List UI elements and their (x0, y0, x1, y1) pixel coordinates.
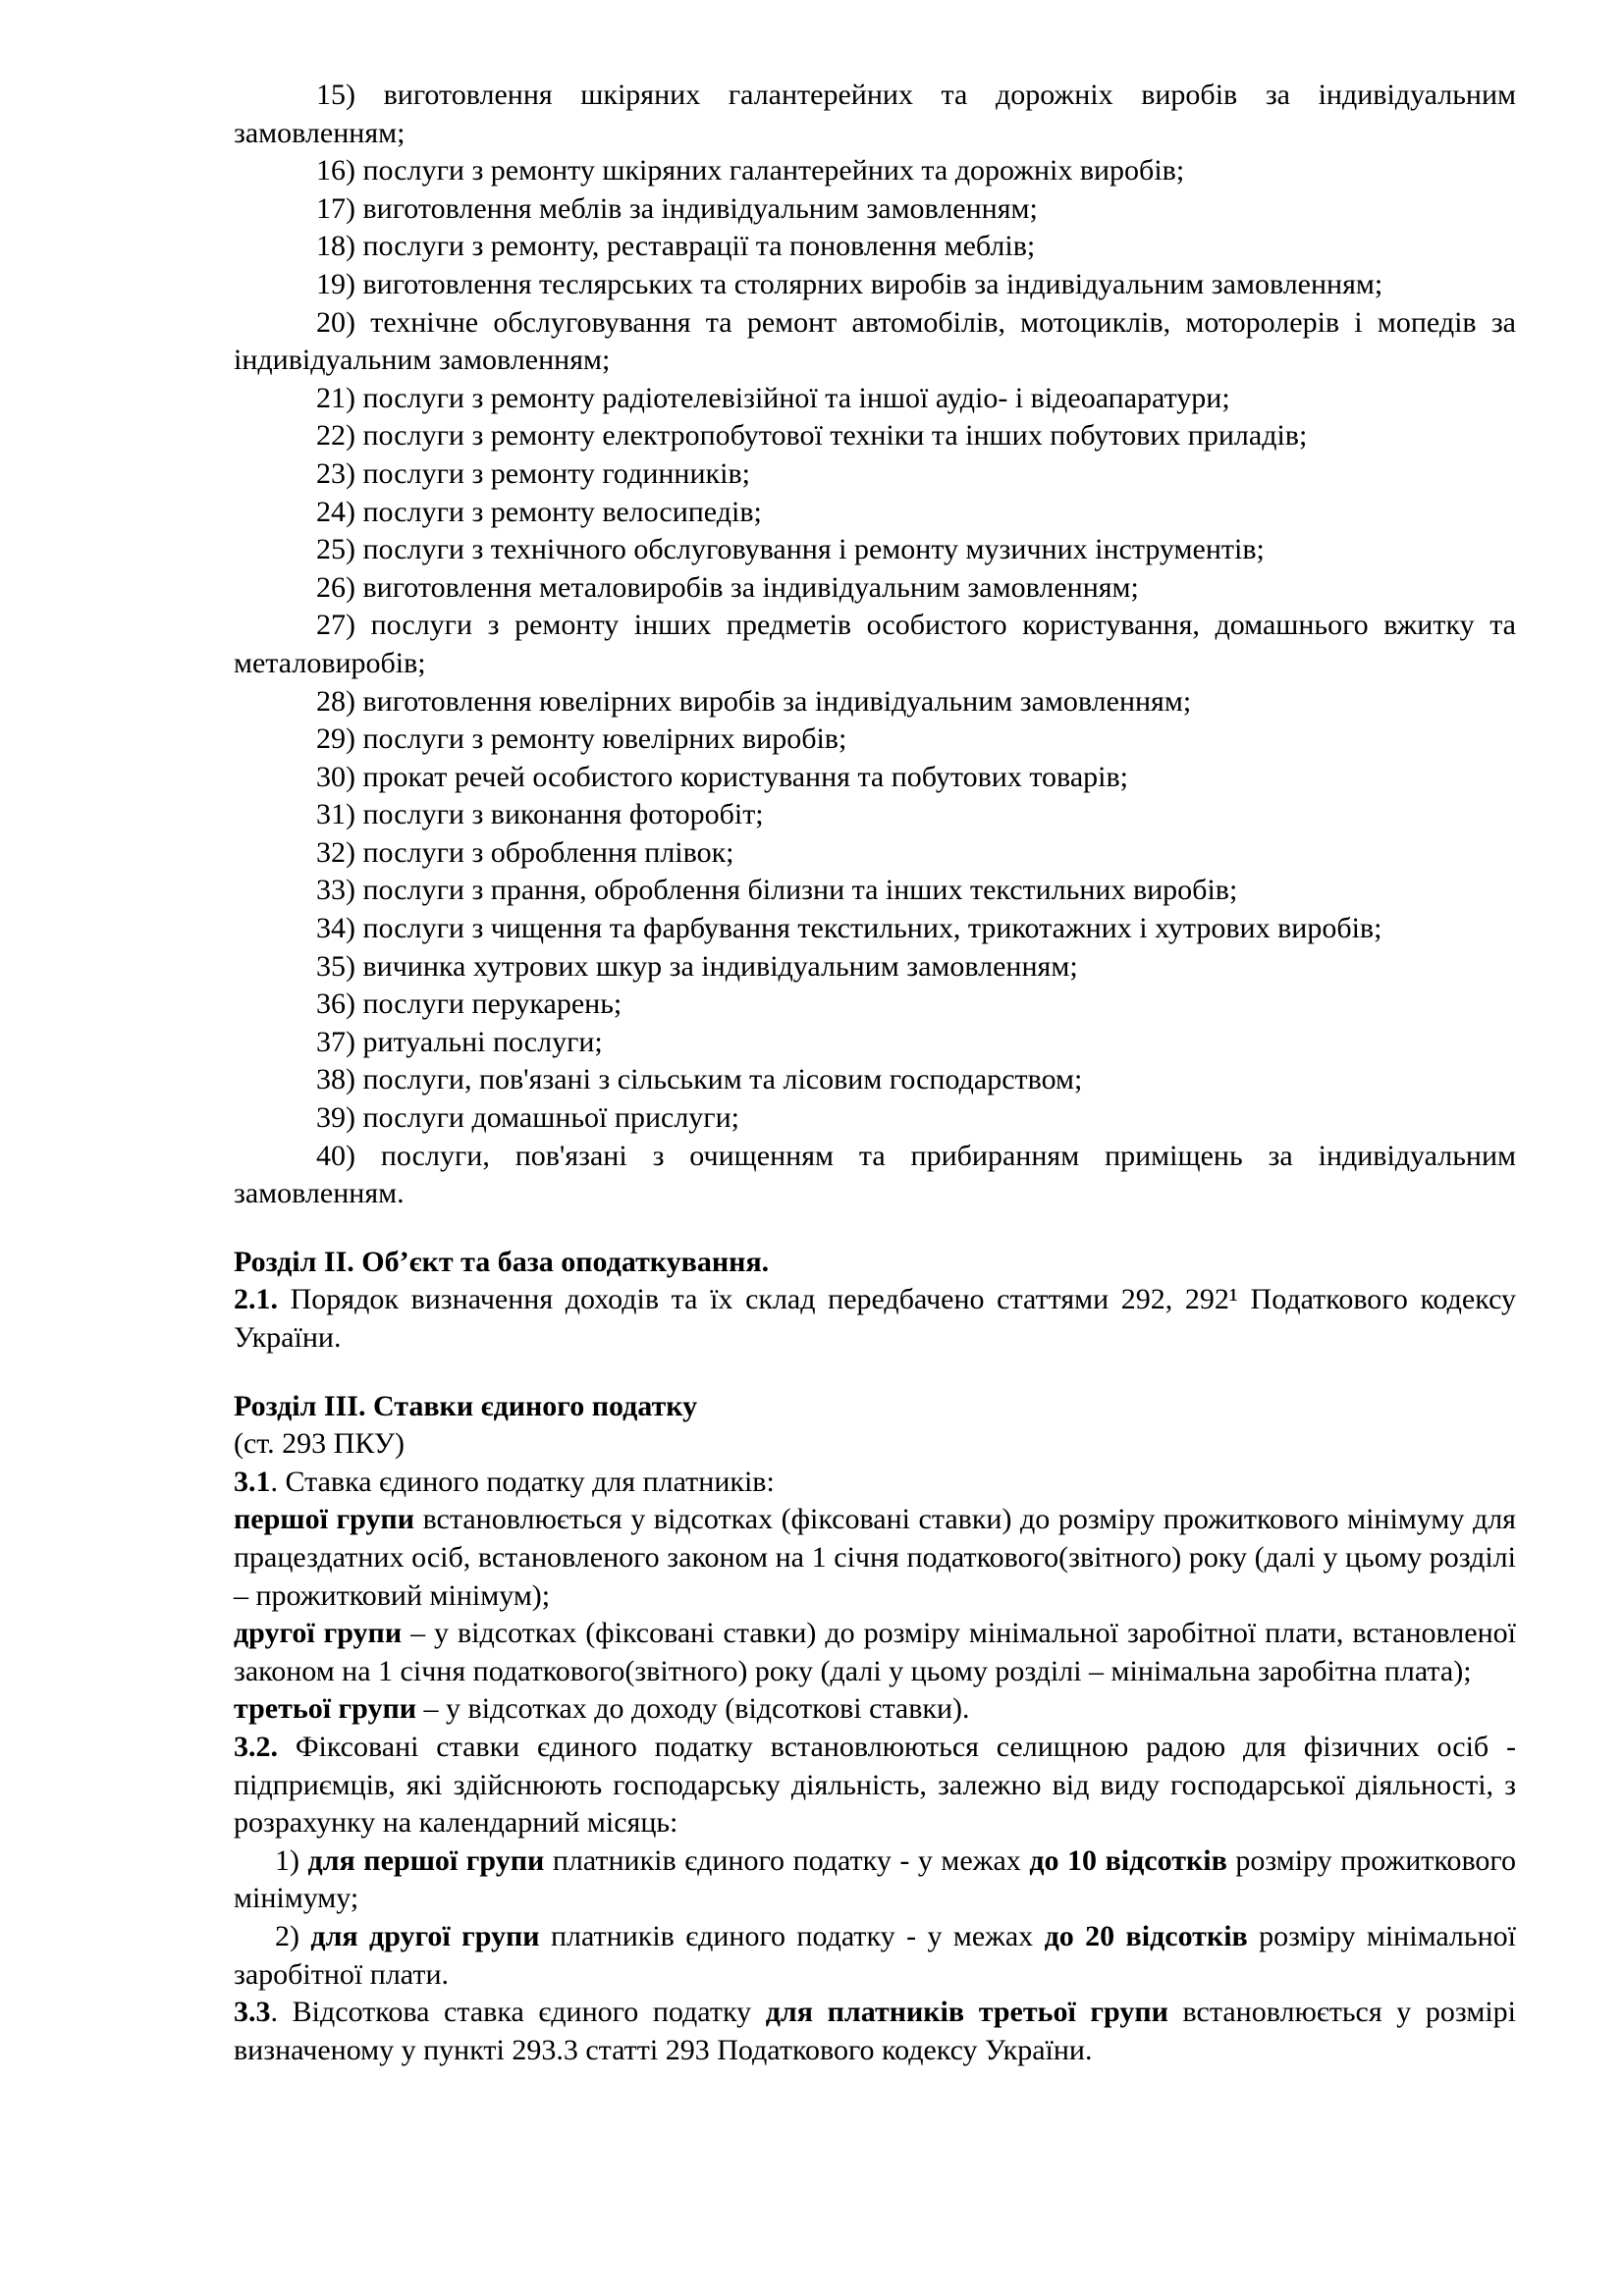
subclause-group: для першої групи (307, 1843, 545, 1877)
list-item: 16) послуги з ремонту шкіряних галантерейних та дорожніх виробів; (316, 154, 1185, 187)
list-item: 19) виготовлення теслярських та столярних виробів за індивідуальним замовленням; (316, 267, 1383, 300)
group-3-rate (234, 1690, 1516, 1729)
list-item: 27) послуги з ремонту інших предметів особистого користування, домашнього вжитку та металовиробів; (234, 609, 1516, 679)
group-label: першої групи (234, 1503, 414, 1536)
document-page (234, 77, 1516, 2069)
clause-text: . Ставка єдиного податку для платників: (270, 1465, 775, 1498)
clause-number: 3.2. (234, 1730, 278, 1763)
clause-2-1 (234, 1281, 1516, 1357)
subclause-limit: до 20 відсотків (1044, 1919, 1248, 1952)
clause-text: Фіксовані ставки єдиного податку встановлюються селищною радою для фізичних осіб - підприємців, які здійснюють господарську діяльність, залежно від виду господарської діяльності, з розрахунку на календарний місяць: (234, 1730, 1516, 1840)
group-text: – у відсотках до доходу (відсоткові ставки). (416, 1692, 970, 1726)
group-1-rate (234, 1501, 1516, 1615)
subclause-text: платників єдиного податку - у межах (544, 1843, 1030, 1877)
subclause-text: розміру мінімальної заробітної плати. (234, 1919, 1516, 1991)
list-item: 39) послуги домашньої прислуги; (316, 1101, 739, 1135)
list-item: 31) послуги з виконання фоторобіт; (316, 798, 764, 831)
group-label: другої групи (234, 1617, 403, 1650)
list-item: 37) ритуальні послуги; (316, 1025, 603, 1058)
clause-text: Порядок визначення доходів та їх склад передбачено статтями 292, 292¹ Податкового кодексу України. (234, 1283, 1516, 1354)
list-item: 40) послуги, пов'язані з очищенням та прибиранням приміщень за індивідуальним замовленням. (234, 1139, 1516, 1210)
group-2-rate (234, 1615, 1516, 1690)
list-item: 36) послуги перукарень; (316, 988, 623, 1021)
spacer (234, 1358, 1516, 1388)
subclause-number: 1) (275, 1843, 308, 1877)
list-item: 22) послуги з ремонту електропобутової техніки та інших побутових приладів; (316, 419, 1308, 453)
clause-3-3 (234, 1994, 1516, 2069)
clause-number: 2.1. (234, 1283, 278, 1316)
list-item: 25) послуги з технічного обслуговування і ремонту музичних інструментів; (316, 533, 1265, 566)
list-item: 35) вичинка хутрових шкур за індивідуальним замовленням; (316, 949, 1078, 983)
list-item: 20) технічне обслуговування та ремонт автомобілів, мотоциклів, моторолерів і мопедів за індивідуальним замовленням; (234, 305, 1516, 377)
services-list (234, 77, 1516, 1213)
clause-3-1 (234, 1464, 1516, 1502)
list-item: 34) послуги з чищення та фарбування текстильних, трикотажних і хутрових виробів; (316, 912, 1382, 945)
group-text: встановлюється у відсотках (фіксовані ставки) до розміру прожиткового мінімуму для працездатних осіб, встановленого законом на 1 січня податкового(звітного) року (далі у цьому розділі – прожитковий мінімум); (234, 1503, 1516, 1612)
clause-text: . Відсоткова ставка єдиного податку (270, 1996, 766, 2029)
clause-number: 3.1 (234, 1465, 271, 1498)
group-label: третьої групи (234, 1692, 417, 1726)
list-item: 26) виготовлення металовиробів за індивідуальним замовленням; (316, 570, 1139, 604)
clause-text: встановлюється у розмірі визначеному у пункті 293.3 статті 293 Податкового кодексу України. (234, 1996, 1516, 2066)
subclause-text: розміру прожиткового мінімуму; (234, 1843, 1516, 1915)
subclause-2 (234, 1918, 1516, 1994)
list-item: 28) виготовлення ювелірних виробів за індивідуальним замовленням; (316, 684, 1192, 718)
list-item: 32) послуги з оброблення плівок; (316, 835, 734, 869)
list-item: 15) виготовлення шкіряних галантерейних та дорожніх виробів за індивідуальним замовленням; (234, 79, 1516, 149)
list-item: 21) послуги з ремонту радіотелевізійної та іншої аудіо- і відеоапаратури; (316, 381, 1230, 414)
list-item: 24) послуги з ремонту велосипедів; (316, 495, 762, 528)
list-item: 18) послуги з ремонту, реставрації та поновлення меблів; (316, 230, 1036, 263)
list-item: 29) послуги з ремонту ювелірних виробів; (316, 722, 847, 756)
clause-bold-text: для платників третьої групи (765, 1996, 1168, 2029)
subclause-number: 2) (275, 1919, 311, 1952)
list-item: 23) послуги з ремонту годинників; (316, 456, 750, 490)
subclause-1 (234, 1842, 1516, 1918)
group-text: – у відсотках (фіксовані ставки) до розміру мінімальної заробітної плати, встановленої законом на 1 січня податкового(звітного) року (далі у цьому розділі – мінімальна заробітна плата); (234, 1617, 1516, 1687)
spacer (234, 1213, 1516, 1244)
section-3-reference: (ст. 293 ПКУ) (234, 1427, 405, 1461)
clause-number: 3.3 (234, 1996, 271, 2029)
subclause-limit: до 10 відсотків (1029, 1843, 1227, 1877)
list-item: 33) послуги з прання, оброблення білизни та інших текстильних виробів; (316, 874, 1238, 907)
list-item: 38) послуги, пов'язані з сільським та лісовим господарством; (316, 1063, 1083, 1096)
list-item: 17) виготовлення меблів за індивідуальним замовленням; (316, 191, 1038, 225)
list-item: 30) прокат речей особистого користування та побутових товарів; (316, 760, 1128, 793)
subclause-text: платників єдиного податку - у межах (539, 1919, 1045, 1952)
subclause-group: для другої групи (310, 1919, 540, 1952)
section-2-title: Розділ ІІ. Об’єкт та база оподаткування. (234, 1245, 770, 1278)
section-3-title: Розділ ІІІ. Ставки єдиного податку (234, 1389, 698, 1422)
clause-3-2 (234, 1729, 1516, 1842)
